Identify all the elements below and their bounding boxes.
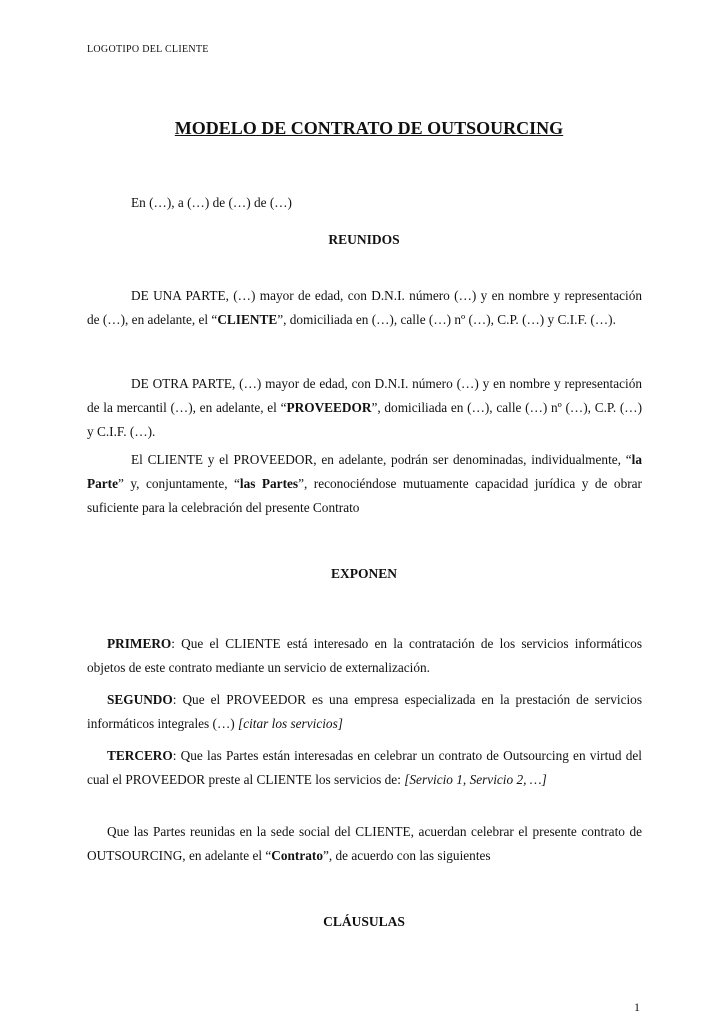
heading-clausulas: CLÁUSULAS [323,914,405,929]
paragraph-cierre: Que las Partes reunidas en la sede social del CLIENTE, acuerdan celebrar el presente contrato de OUTSOURCING, en adelante el “Contrato”, de acuerdo con las siguientes [87,824,642,863]
clause-segundo: SEGUNDO: Que el PROVEEDOR es una empresa especializada en la prestación de servicios informáticos integrales (…) [citar los servicios] [87,692,642,731]
label-primero: PRIMERO [107,636,172,651]
clause-tercero: TERCERO: Que las Partes están interesadas en celebrar un contrato de Outsourcing en virtud del cual el PROVEEDOR preste al CLIENTE los servicios de: [Servicio 1, Servicio 2, …] [87,748,642,787]
paragraph-partes: El CLIENTE y el PROVEEDOR, en adelante, podrán ser denominadas, individualmente, “la Parte” y, conjuntamente, “las Partes”, reconociéndose mutuamente capacidad jurídica y de obrar suficiente para la celebración del presente Contrato [87,452,642,515]
term-proveedor: PROVEEDOR [286,400,372,415]
paragraph-proveedor: DE OTRA PARTE, (…) mayor de edad, con D.N.I. número (…) y en nombre y representación de la mercantil (…), en adelante, el “PROVEEDOR”, domiciliada en (…), calle (…) nº (…), C.P. (…) y C.I.F. (…). [87,376,643,439]
term-la-parte: la Parte [87,452,642,491]
page-number: 1 [634,1000,640,1014]
clause-primero: PRIMERO: Que el CLIENTE está interesado en la contratación de los servicios informáticos objetos de este contrato mediante un servicio de externalización. [87,636,642,675]
term-las-partes: las Partes [239,476,299,491]
term-cliente: CLIENTE [217,312,278,327]
client-logo-placeholder: LOGOTIPO DEL CLIENTE [87,44,209,55]
document-title: MODELO DE CONTRATO DE OUTSOURCING [174,118,564,138]
label-tercero: TERCERO [107,748,173,763]
term-contrato: Contrato [271,848,323,863]
paragraph-cliente: DE UNA PARTE, (…) mayor de edad, con D.N.I. número (…) y en nombre y representación de (…), en adelante, el “CLIENTE”, domiciliada en (…), calle (…) nº (…), C.P. (…) y C.I.F. (…). [87,288,642,327]
heading-reunidos: REUNIDOS [328,232,400,247]
heading-exponen: EXPONEN [330,566,397,581]
label-segundo: SEGUNDO [107,692,173,707]
place-and-date: En (…), a (…) de (…) de (…) [131,195,292,210]
